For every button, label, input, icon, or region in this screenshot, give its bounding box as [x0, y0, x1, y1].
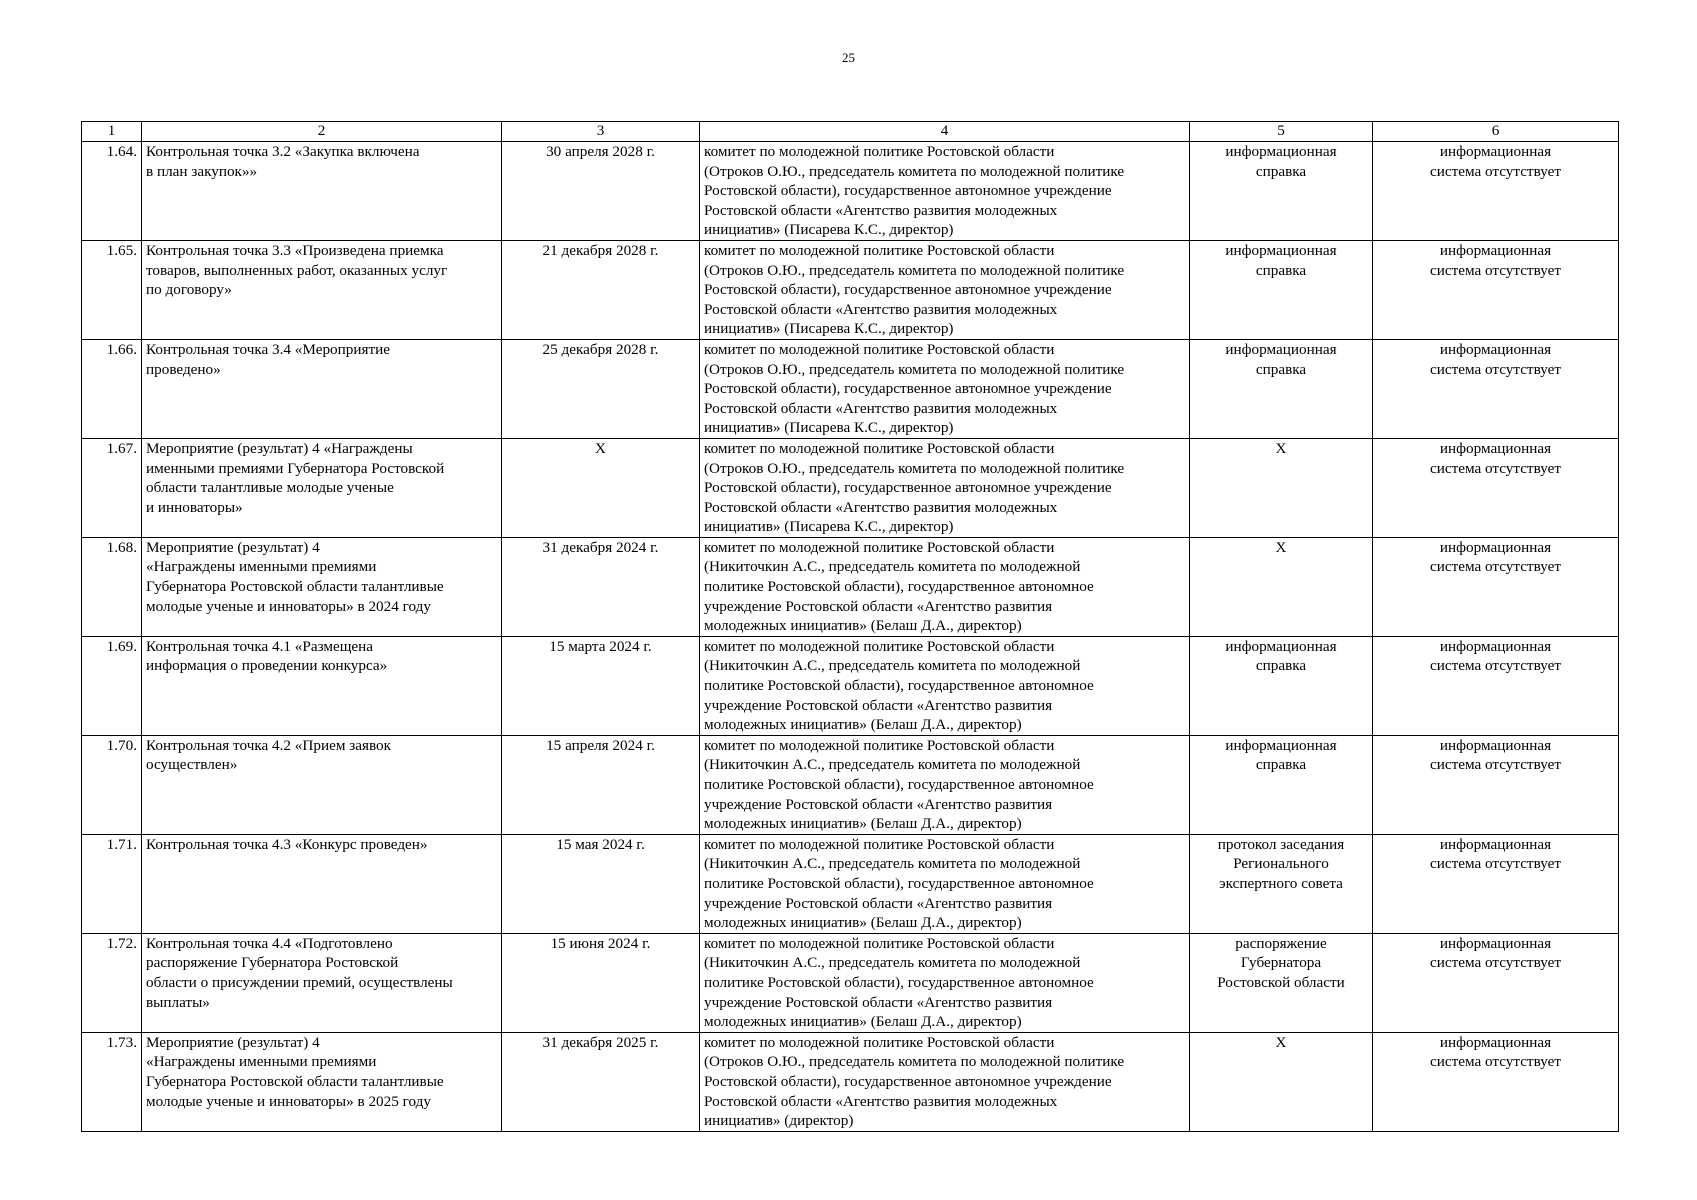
deadline-date: 30 апреля 2028 г. — [502, 142, 700, 241]
table-row — [82, 438, 1619, 537]
measure-name-line: Контрольная точка 3.2 «Закупка включена — [146, 143, 420, 160]
information-system-line: информационная — [1439, 637, 1552, 655]
measure-name — [142, 240, 502, 339]
measure-name — [142, 142, 502, 241]
information-system-line: система отсутствует — [1429, 360, 1561, 378]
measure-name-line: Мероприятие (результат) 4 — [146, 538, 320, 556]
responsible-executor-line: комитет по молодежной политике Ростовской области — [704, 538, 1055, 556]
measure-name-line: Губернатора Ростовской области талантливые — [146, 578, 444, 596]
table-row — [82, 142, 1619, 241]
responsible-executor-line: молодежных инициатив» (Белаш Д.А., директор) — [704, 716, 1022, 734]
responsible-executor-line: комитет по молодежной политике Ростовской области — [704, 143, 1055, 160]
responsible-executor-line: Ростовской области «Агентство развития молодежных — [704, 201, 1058, 219]
information-system — [1373, 142, 1619, 241]
confirming-document-line: распоряжение — [1235, 934, 1327, 952]
information-system-line: система отсутствует — [1429, 954, 1561, 972]
measure-name-line: именными премиями Губернатора Ростовской — [146, 459, 445, 477]
measure-name — [142, 438, 502, 537]
row-number: 1.66. — [82, 339, 142, 438]
measure-name-line: Мероприятие (результат) 4 «Награждены — [146, 439, 413, 457]
deadline-date: 15 мая 2024 г. — [502, 834, 700, 933]
information-system-line: информационная — [1439, 736, 1552, 754]
measure-name — [142, 537, 502, 636]
confirming-document-line: X — [1275, 439, 1287, 457]
table-row — [82, 735, 1619, 834]
deadline-date: X — [502, 438, 700, 537]
responsible-executor-line: (Никиточкин А.С., председатель комитета по молодежной — [704, 558, 1081, 576]
responsible-executor-line: политике Ростовской области), государственное автономное — [704, 973, 1094, 991]
measure-name-line: Контрольная точка 4.3 «Конкурс проведен» — [146, 835, 428, 853]
responsible-executor-line: инициатив» (директор) — [704, 1112, 854, 1130]
row-number: 1.64. — [82, 142, 142, 241]
confirming-document — [1190, 1032, 1373, 1131]
deadline-date: 15 марта 2024 г. — [502, 636, 700, 735]
measure-name-line: и инноваторы» — [146, 498, 243, 516]
confirming-document-line: справка — [1255, 360, 1307, 378]
table-body — [82, 142, 1619, 1132]
plan-table — [81, 121, 1619, 1132]
measure-name-line: области талантливые молодые ученые — [146, 479, 394, 497]
responsible-executor-line: комитет по молодежной политике Ростовской области — [704, 241, 1055, 259]
information-system-line: информационная — [1439, 934, 1552, 952]
responsible-executor-line: (Никиточкин А.С., председатель комитета по молодежной — [704, 657, 1081, 675]
responsible-executor-line: комитет по молодежной политике Ростовской области — [704, 1033, 1055, 1051]
information-system-line: информационная — [1439, 340, 1552, 358]
responsible-executor-line: Ростовской области), государственное автономное учреждение — [704, 281, 1112, 299]
confirming-document-line: справка — [1255, 162, 1307, 180]
measure-name-line: информация о проведении конкурса» — [146, 657, 388, 675]
confirming-document-line: информационная — [1225, 637, 1337, 655]
deadline-date: 15 апреля 2024 г. — [502, 735, 700, 834]
measure-name-line: осуществлен» — [146, 756, 238, 774]
confirming-document — [1190, 438, 1373, 537]
measure-name-line: выплаты» — [146, 993, 210, 1011]
measure-name-line: в план закупок»» — [146, 162, 258, 180]
responsible-executor-line: молодежных инициатив» (Белаш Д.А., директор) — [704, 914, 1022, 932]
measure-name-line: проведено» — [146, 360, 221, 378]
responsible-executor-line: комитет по молодежной политике Ростовской области — [704, 934, 1055, 952]
confirming-document-line: справка — [1255, 261, 1307, 279]
responsible-executor — [700, 1032, 1190, 1131]
responsible-executor-line: Ростовской области «Агентство развития молодежных — [704, 399, 1058, 417]
confirming-document — [1190, 240, 1373, 339]
confirming-document-line: информационная — [1225, 241, 1337, 259]
confirming-document — [1190, 636, 1373, 735]
responsible-executor-line: молодежных инициатив» (Белаш Д.А., директор) — [704, 617, 1022, 635]
confirming-document-line: протокол заседания — [1217, 835, 1345, 853]
header-col-5: 5 — [1190, 122, 1373, 142]
information-system-line: информационная — [1439, 1033, 1552, 1051]
information-system — [1373, 339, 1619, 438]
confirming-document — [1190, 933, 1373, 1032]
responsible-executor-line: Ростовской области), государственное автономное учреждение — [704, 1072, 1112, 1090]
information-system — [1373, 537, 1619, 636]
measure-name — [142, 636, 502, 735]
information-system-line: система отсутствует — [1429, 657, 1561, 675]
measure-name-line: Контрольная точка 4.2 «Прием заявок — [146, 736, 392, 754]
responsible-executor — [700, 142, 1190, 241]
information-system-line: информационная — [1439, 538, 1552, 556]
confirming-document-line: информационная — [1225, 340, 1337, 358]
information-system-line: информационная — [1439, 241, 1552, 259]
responsible-executor-line: учреждение Ростовской области «Агентство развития — [704, 597, 1053, 615]
responsible-executor-line: молодежных инициатив» (Белаш Д.А., директор) — [704, 815, 1022, 833]
measure-name-line: молодые ученые и инноваторы» в 2024 году — [146, 597, 431, 615]
information-system — [1373, 240, 1619, 339]
row-number: 1.67. — [82, 438, 142, 537]
measure-name-line: Контрольная точка 3.4 «Мероприятие — [146, 340, 390, 358]
header-col-1: 1 — [82, 122, 142, 142]
responsible-executor-line: Ростовской области), государственное автономное учреждение — [704, 182, 1112, 200]
responsible-executor — [700, 339, 1190, 438]
measure-name — [142, 1032, 502, 1131]
measure-name-line: Губернатора Ростовской области талантливые — [146, 1072, 444, 1090]
information-system-line: система отсутствует — [1429, 1053, 1561, 1071]
confirming-document-line: справка — [1255, 657, 1307, 675]
responsible-executor-line: молодежных инициатив» (Белаш Д.А., директор) — [704, 1013, 1022, 1031]
measure-name — [142, 933, 502, 1032]
measure-name-line: «Награждены именными премиями — [146, 1053, 377, 1071]
information-system-line: информационная — [1439, 835, 1552, 853]
confirming-document-line: экспертного совета — [1219, 874, 1343, 892]
measure-name-line: «Награждены именными премиями — [146, 558, 377, 576]
confirming-document-line: Губернатора — [1240, 954, 1322, 972]
row-number: 1.68. — [82, 537, 142, 636]
measure-name-line: товаров, выполненных работ, оказанных услуг — [146, 261, 448, 279]
deadline-date: 31 декабря 2025 г. — [502, 1032, 700, 1131]
table-row — [82, 537, 1619, 636]
responsible-executor — [700, 933, 1190, 1032]
confirming-document — [1190, 735, 1373, 834]
responsible-executor-line: комитет по молодежной политике Ростовской области — [704, 340, 1055, 358]
measure-name — [142, 339, 502, 438]
page-number: 25 — [842, 50, 855, 65]
table-row — [82, 636, 1619, 735]
responsible-executor-line: (Отроков О.Ю., председатель комитета по молодежной политике — [704, 261, 1125, 279]
responsible-executor-line: (Никиточкин А.С., председатель комитета по молодежной — [704, 756, 1081, 774]
row-number: 1.65. — [82, 240, 142, 339]
header-row — [82, 122, 1619, 142]
deadline-date: 31 декабря 2024 г. — [502, 537, 700, 636]
responsible-executor-line: (Никиточкин А.С., председатель комитета по молодежной — [704, 855, 1081, 873]
responsible-executor-line: (Отроков О.Ю., председатель комитета по молодежной политике — [704, 162, 1125, 180]
responsible-executor-line: Ростовской области «Агентство развития молодежных — [704, 498, 1058, 516]
responsible-executor-line: политике Ростовской области), государственное автономное — [704, 874, 1094, 892]
measure-name-line: Контрольная точка 3.3 «Произведена приемка — [146, 241, 444, 259]
confirming-document-line: X — [1275, 1033, 1287, 1051]
measure-name — [142, 735, 502, 834]
measure-name-line: Мероприятие (результат) 4 — [146, 1033, 320, 1051]
information-system-line: информационная — [1439, 439, 1552, 457]
confirming-document-line: X — [1275, 538, 1287, 556]
information-system-line: информационная — [1439, 143, 1552, 160]
responsible-executor — [700, 834, 1190, 933]
responsible-executor-line: учреждение Ростовской области «Агентство развития — [704, 894, 1053, 912]
row-number: 1.71. — [82, 834, 142, 933]
table-header — [82, 122, 1619, 142]
confirming-document-line: информационная — [1225, 143, 1337, 160]
responsible-executor-line: Ростовской области «Агентство развития молодежных — [704, 1092, 1058, 1110]
confirming-document-line: Ростовской области — [1217, 973, 1345, 991]
header-col-2: 2 — [142, 122, 502, 142]
responsible-executor-line: Ростовской области «Агентство развития молодежных — [704, 300, 1058, 318]
table-row — [82, 1032, 1619, 1131]
responsible-executor-line: комитет по молодежной политике Ростовской области — [704, 637, 1055, 655]
responsible-executor-line: инициатив» (Писарева К.С., директор) — [704, 221, 954, 239]
measure-name-line: молодые ученые и инноваторы» в 2025 году — [146, 1092, 431, 1110]
responsible-executor-line: (Отроков О.Ю., председатель комитета по молодежной политике — [704, 1053, 1125, 1071]
deadline-date: 25 декабря 2028 г. — [502, 339, 700, 438]
header-col-6: 6 — [1373, 122, 1619, 142]
responsible-executor-line: Ростовской области), государственное автономное учреждение — [704, 479, 1112, 497]
header-col-4: 4 — [700, 122, 1190, 142]
table-row — [82, 834, 1619, 933]
responsible-executor — [700, 438, 1190, 537]
responsible-executor-line: (Никиточкин А.С., председатель комитета по молодежной — [704, 954, 1081, 972]
header-col-3: 3 — [502, 122, 700, 142]
information-system-line: система отсутствует — [1429, 261, 1561, 279]
measure-name-line: Контрольная точка 4.1 «Размещена — [146, 637, 374, 655]
confirming-document — [1190, 834, 1373, 933]
responsible-executor-line: инициатив» (Писарева К.С., директор) — [704, 518, 954, 536]
confirming-document-line: справка — [1255, 756, 1307, 774]
responsible-executor-line: комитет по молодежной политике Ростовской области — [704, 439, 1055, 457]
responsible-executor-line: учреждение Ростовской области «Агентство развития — [704, 696, 1053, 714]
responsible-executor-line: инициатив» (Писарева К.С., директор) — [704, 320, 954, 338]
responsible-executor-line: комитет по молодежной политике Ростовской области — [704, 736, 1055, 754]
responsible-executor-line: инициатив» (Писарева К.С., директор) — [704, 419, 954, 437]
responsible-executor — [700, 636, 1190, 735]
responsible-executor-line: комитет по молодежной политике Ростовской области — [704, 835, 1055, 853]
confirming-document-line: информационная — [1225, 736, 1337, 754]
table-row — [82, 240, 1619, 339]
responsible-executor-line: политике Ростовской области), государственное автономное — [704, 578, 1094, 596]
responsible-executor — [700, 240, 1190, 339]
responsible-executor-line: учреждение Ростовской области «Агентство развития — [704, 795, 1053, 813]
information-system — [1373, 834, 1619, 933]
information-system — [1373, 636, 1619, 735]
measure-name-line: области о присуждении премий, осуществлены — [146, 973, 453, 991]
confirming-document — [1190, 537, 1373, 636]
information-system-line: система отсутствует — [1429, 558, 1561, 576]
table-row — [82, 933, 1619, 1032]
responsible-executor-line: политике Ростовской области), государственное автономное — [704, 677, 1094, 695]
row-number: 1.72. — [82, 933, 142, 1032]
responsible-executor-line: (Отроков О.Ю., председатель комитета по молодежной политике — [704, 459, 1125, 477]
responsible-executor-line: (Отроков О.Ю., председатель комитета по молодежной политике — [704, 360, 1125, 378]
row-number: 1.70. — [82, 735, 142, 834]
confirming-document — [1190, 339, 1373, 438]
information-system — [1373, 1032, 1619, 1131]
table-row — [82, 339, 1619, 438]
information-system — [1373, 933, 1619, 1032]
confirming-document-line: Регионального — [1233, 855, 1329, 873]
deadline-date: 15 июня 2024 г. — [502, 933, 700, 1032]
confirming-document — [1190, 142, 1373, 241]
measure-name-line: распоряжение Губернатора Ростовской — [146, 954, 399, 972]
row-number: 1.73. — [82, 1032, 142, 1131]
responsible-executor-line: учреждение Ростовской области «Агентство развития — [704, 993, 1053, 1011]
responsible-executor-line: политике Ростовской области), государственное автономное — [704, 776, 1094, 793]
responsible-executor — [700, 537, 1190, 636]
information-system — [1373, 735, 1619, 834]
measure-name-line: по договору» — [146, 281, 232, 299]
measure-name-line: Контрольная точка 4.4 «Подготовлено — [146, 934, 393, 952]
measure-name — [142, 834, 502, 933]
information-system — [1373, 438, 1619, 537]
responsible-executor — [700, 735, 1190, 834]
information-system-line: система отсутствует — [1429, 756, 1561, 774]
information-system-line: система отсутствует — [1429, 162, 1561, 180]
responsible-executor-line: Ростовской области), государственное автономное учреждение — [704, 380, 1112, 398]
deadline-date: 21 декабря 2028 г. — [502, 240, 700, 339]
information-system-line: система отсутствует — [1429, 855, 1561, 873]
information-system-line: система отсутствует — [1429, 459, 1561, 477]
row-number: 1.69. — [82, 636, 142, 735]
